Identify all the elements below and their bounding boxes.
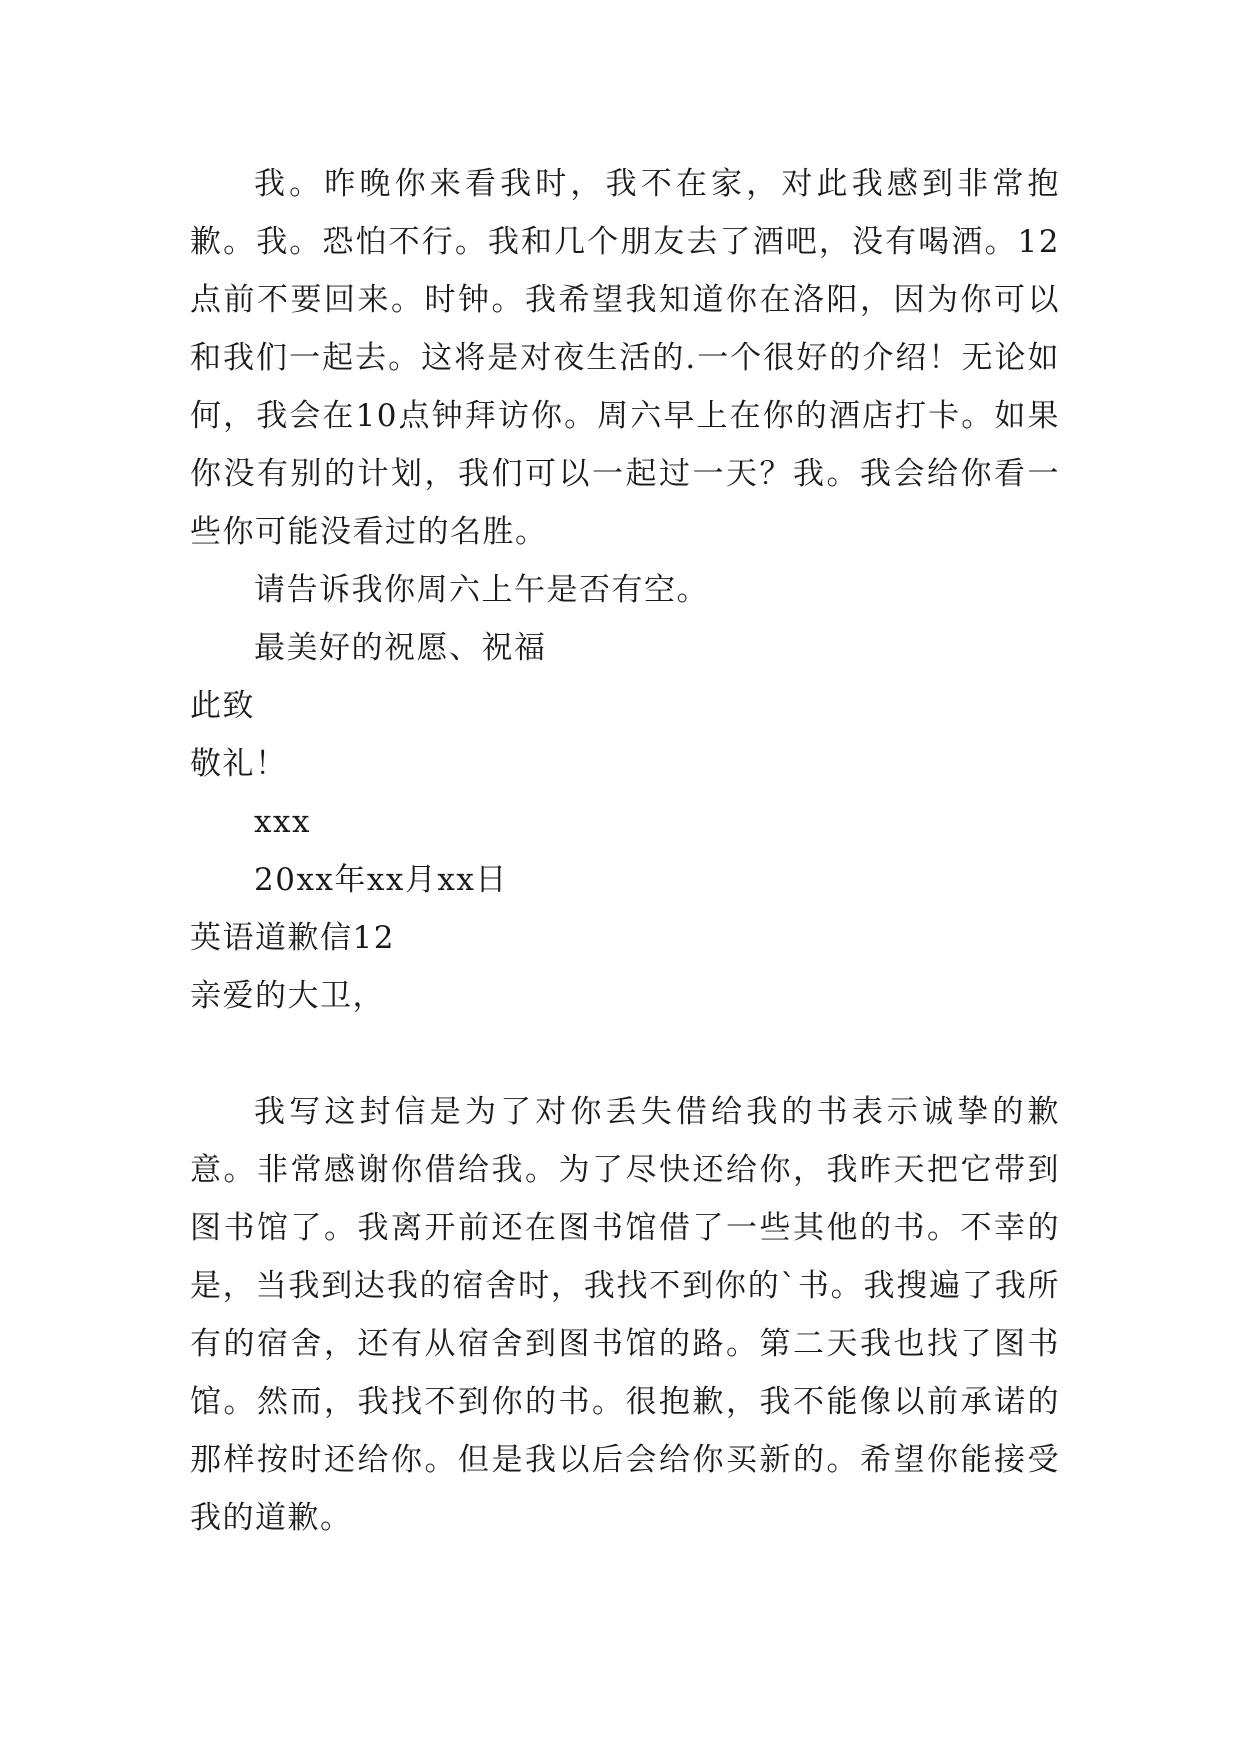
closing-line: 此致 — [190, 688, 255, 724]
letter-paragraph: 最美好的祝愿、祝福 — [254, 630, 547, 666]
blank-line — [190, 1025, 1060, 1083]
letter-date: 20xx年xx月xx日 — [254, 862, 508, 898]
letter-paragraph: 我。昨晚你来看我时，我不在家，对此我感到非常抱歉。我。恐怕不行。我和几个朋友去了酒吧，没有喝酒。12点前不要回来。时钟。我希望我知道你在洛阳，因为你可以和我们一起去。这将是对夜生活的.一个很好的介绍！无论如何，我会在10点钟拜访你。周六早上在你的酒店打卡。如果你没有别的计划，我们可以一起过一天？我。我会给你看一些你可能没看过的名胜。 — [190, 166, 1060, 550]
letter-paragraph: 我写这封信是为了对你丢失借给我的书表示诚挚的歉意。非常感谢你借给我。为了尽快还给你，我昨天把它带到图书馆了。我离开前还在图书馆借了一些其他的书。不幸的是，当我到达我的宿舍时，我找不到你的`书。我搜遍了我所有的宿舍，还有从宿舍到图书馆的路。第二天我也找了图书馆。然而，我找不到你的书。很抱歉，我不能像以前承诺的那样按时还给你。但是我以后会给你买新的。希望你能接受我的道歉。 — [190, 1094, 1060, 1536]
document-body — [190, 155, 1060, 1547]
section-heading: 英语道歉信12 — [190, 920, 395, 956]
letter-paragraph: 请告诉我你周六上午是否有空。 — [254, 572, 709, 608]
closing-line: 敬礼！ — [190, 746, 288, 782]
signature: xxx — [254, 804, 311, 840]
letter-greeting: 亲爱的大卫， — [190, 978, 385, 1014]
